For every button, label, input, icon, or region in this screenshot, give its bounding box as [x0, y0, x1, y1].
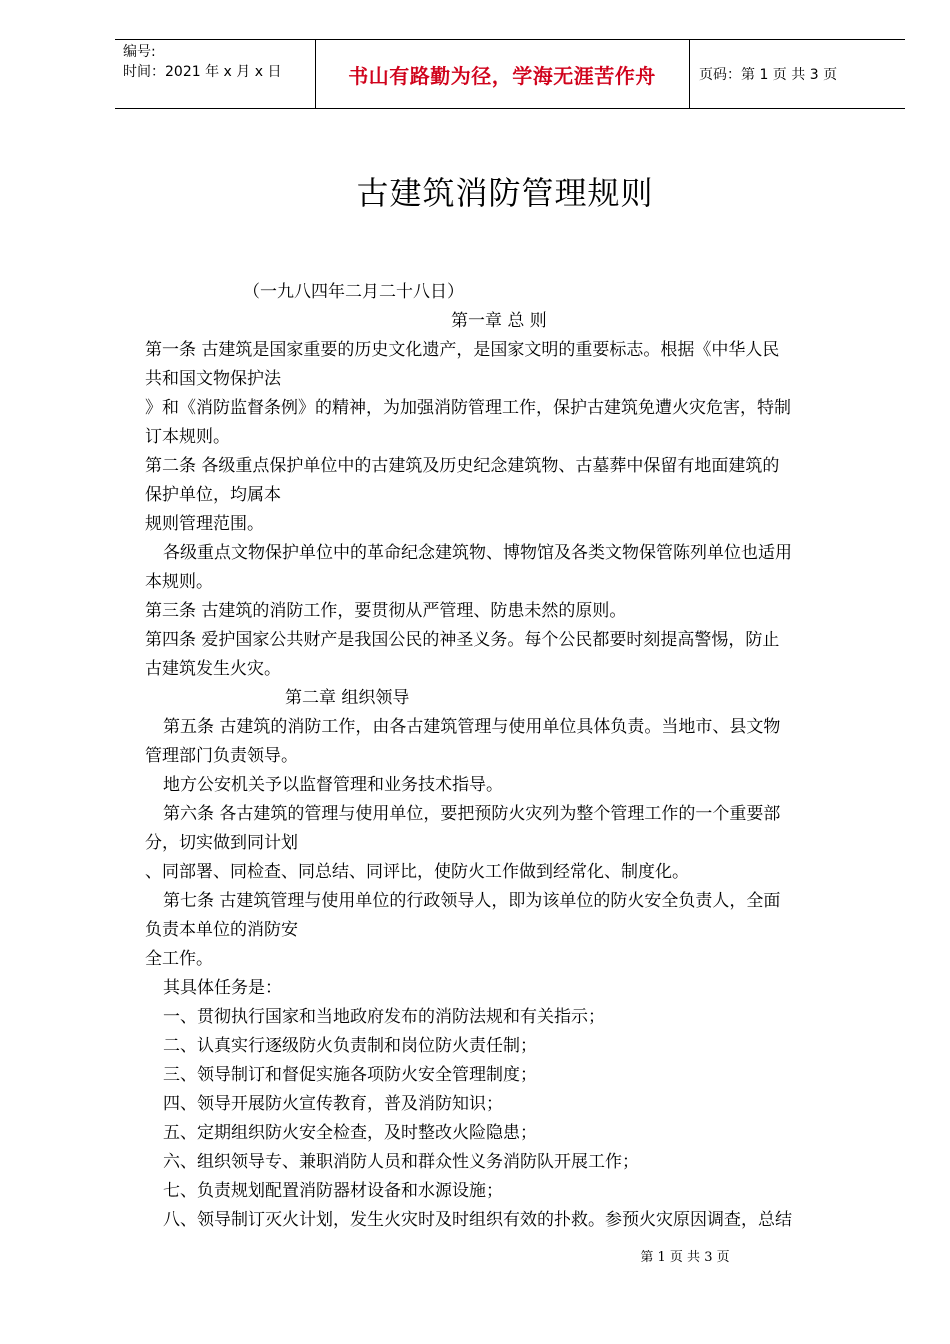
- text-line: 规则管理范围。: [145, 514, 264, 534]
- text-line: 》和《消防监督条例》的精神，为加强消防管理工作，保护古建筑免遭火灾危害，特制: [145, 398, 791, 418]
- header-page-label: 页码：第 1 页 共 3 页: [699, 67, 838, 83]
- text-line: 订本规则。: [145, 427, 230, 447]
- text-line: 各级重点文物保护单位中的革命纪念建筑物、博物馆及各类文物保管陈列单位也适用: [163, 543, 792, 563]
- header-table: [115, 39, 905, 109]
- chapter-heading: 第二章 组织领导: [285, 688, 410, 708]
- time-label: 时间：2021 年 x 月 x 日: [123, 64, 282, 80]
- text-line: 第三条 古建筑的消防工作，要贯彻从严管理、防患未然的原则。: [145, 601, 627, 621]
- text-line: 地方公安机关予以监督管理和业务技术指导。: [163, 775, 503, 795]
- list-item: 四、领导开展防火宣传教育，普及消防知识；: [163, 1094, 503, 1114]
- chapter-heading: 第一章 总 则: [451, 311, 547, 331]
- text-line: 第二条 各级重点保护单位中的古建筑及历史纪念建筑物、古墓葬中保留有地面建筑的: [145, 456, 780, 476]
- text-line: 管理部门负责领导。: [145, 746, 298, 766]
- text-line: 保护单位，均属本: [145, 485, 281, 505]
- text-line: 共和国文物保护法: [145, 369, 281, 389]
- text-line: 古建筑发生火灾。: [145, 659, 281, 679]
- page-footer: 第 1 页 共 3 页: [640, 1250, 730, 1265]
- text-line: 其具体任务是：: [163, 978, 282, 998]
- serial-label: 编号:: [123, 44, 156, 60]
- header-divider: [689, 40, 690, 108]
- list-item: 一、贯彻执行国家和当地政府发布的消防法规和有关指示；: [163, 1007, 605, 1027]
- list-item: 八、领导制订灭火计划，发生火灾时及时组织有效的扑救。参预火灾原因调查，总结: [163, 1210, 792, 1230]
- text-line: 负责本单位的消防安: [145, 920, 298, 940]
- document-body: [145, 278, 875, 1235]
- text-line: 第七条 古建筑管理与使用单位的行政领导人，即为该单位的防火安全负责人，全面: [163, 891, 781, 911]
- text-line: 第六条 各古建筑的管理与使用单位，要把预防火灾列为整个管理工作的一个重要部: [163, 804, 781, 824]
- text-line: 第一条 古建筑是国家重要的历史文化遗产，是国家文明的重要标志。根据《中华人民: [145, 340, 780, 360]
- list-item: 二、认真实行逐级防火负责制和岗位防火责任制；: [163, 1036, 537, 1056]
- header-meta: [123, 42, 281, 82]
- header-motto: 书山有路勤为径，学海无涯苦作舟: [348, 63, 656, 88]
- text-line: 本规则。: [145, 572, 213, 592]
- date-line: （一九八四年二月二十八日）: [243, 282, 464, 302]
- list-item: 七、负责规划配置消防器材设备和水源设施；: [163, 1181, 503, 1201]
- list-item: 五、定期组织防火安全检查，及时整改火险隐患；: [163, 1123, 537, 1143]
- list-item: 三、领导制订和督促实施各项防火安全管理制度；: [163, 1065, 537, 1085]
- text-line: 、同部署、同检查、同总结、同评比，使防火工作做到经常化、制度化。: [145, 862, 689, 882]
- text-line: 第五条 古建筑的消防工作，由各古建筑管理与使用单位具体负责。当地市、县文物: [163, 717, 781, 737]
- text-line: 分，切实做到同计划: [145, 833, 298, 853]
- document-title: 古建筑消防管理规则: [356, 174, 654, 212]
- list-item: 六、组织领导专、兼职消防人员和群众性义务消防队开展工作；: [163, 1152, 639, 1172]
- text-line: 第四条 爱护国家公共财产是我国公民的神圣义务。每个公民都要时刻提高警惕，防止: [145, 630, 780, 650]
- text-line: 全工作。: [145, 949, 213, 969]
